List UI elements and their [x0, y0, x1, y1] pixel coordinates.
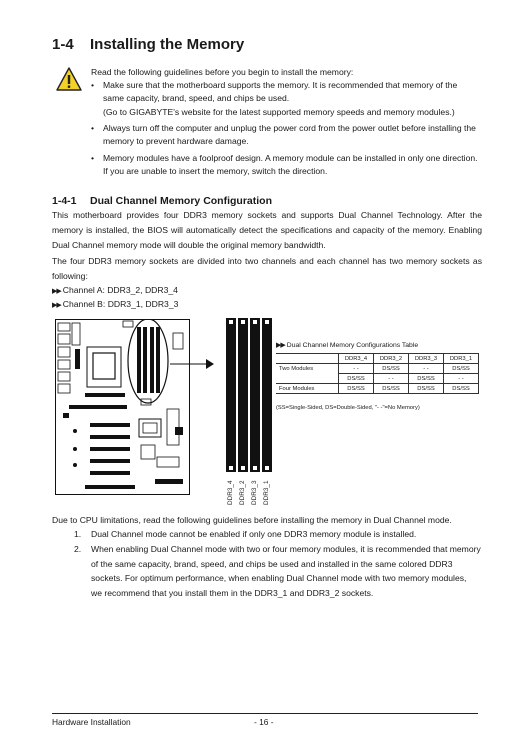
section-heading	[52, 36, 244, 53]
slot-label-ddr3-2: DDR3_2	[239, 480, 246, 505]
table-note: (SS=Single-Sided, DS=Double-Sided, "- -"=No Memory)	[276, 405, 420, 411]
slot-label-ddr3-1: DDR3_1	[263, 480, 270, 505]
table-row	[276, 384, 479, 394]
table-cell: DS/SS	[374, 364, 409, 374]
page-number: - 16 -	[254, 717, 274, 727]
slot-labels	[227, 475, 275, 507]
caution-bullet-2: • Always turn off the computer and unplug the power cord from the power outlet before installing the memory to prevent hardware damage.	[91, 123, 476, 147]
paragraph-sockets: The four DDR3 memory sockets are divided into two channels and each channel has two memory sockets as following:	[52, 256, 482, 282]
table-title: ▶▶ Dual Channel Memory Configurations Table	[276, 342, 419, 349]
table-cell: - -	[444, 374, 479, 384]
table-cell: DS/SS	[339, 374, 374, 384]
section-number: 1-4	[52, 36, 74, 53]
table-cell: - -	[409, 364, 444, 374]
dual-channel-config-table	[276, 353, 479, 394]
footer-section: Hardware Installation	[52, 717, 131, 727]
slot-label-ddr3-3: DDR3_3	[251, 480, 258, 505]
table-header-cell: DDR3_3	[409, 354, 444, 364]
table-cell: DS/SS	[374, 384, 409, 394]
table-header-cell: DDR3_2	[374, 354, 409, 364]
table-header-row	[276, 354, 479, 364]
table-cell: - -	[374, 374, 409, 384]
warning-icon	[56, 67, 82, 91]
table-row-label	[276, 374, 339, 384]
limitation-item-1: 1. Dual Channel mode cannot be enabled if only one DDR3 memory module is installed.	[74, 529, 417, 539]
caution-bullet-1: • Make sure that the motherboard supports the memory. It is recommended that memory of the same capacity, brand, speed, and chips be used. (Go to GIGABYTE's website for the latest supported memory speeds and memory modules.)	[91, 80, 458, 117]
pointer-arrow-icon	[170, 358, 214, 370]
subsection-title: Dual Channel Memory Configuration	[90, 195, 273, 207]
section-title: Installing the Memory	[90, 36, 245, 53]
table-cell: DS/SS	[409, 384, 444, 394]
dimm-slot-notches	[226, 318, 272, 472]
caution-intro: Read the following guidelines before you begin to install the memory:	[91, 67, 354, 77]
limitations-intro: Due to CPU limitations, read the following guidelines before installing the memory in Dual Channel mode.	[52, 515, 452, 525]
table-row-label: Two Modules	[276, 364, 339, 374]
paragraph-dual-channel: This motherboard provides four DDR3 memory sockets and supports Dual Channel Technology. After the memory is installed, the BIOS will automatically detect the specifications and capacity of the memory. Enabling Dual Channel memory mode will double the original memory bandwidth.	[52, 210, 482, 251]
footer-rule	[52, 713, 478, 714]
caution-bullet-3: • Memory modules have a foolproof design. A memory module can be installed in only one direction. If you are unable to insert the memory, switch the direction.	[91, 153, 478, 177]
table-cell: DS/SS	[339, 384, 374, 394]
channel-b: ▶▶ Channel B: DDR3_1, DDR3_3	[52, 299, 179, 309]
slot-label-ddr3-4: DDR3_4	[227, 480, 234, 505]
subsection-heading	[52, 195, 272, 207]
table-header-cell: DDR3_4	[339, 354, 374, 364]
table-cell: DS/SS	[444, 364, 479, 374]
table-row	[276, 364, 479, 374]
double-arrow-icon: ▶▶	[52, 302, 61, 309]
table-header-cell: DDR3_1	[444, 354, 479, 364]
double-arrow-icon: ▶▶	[276, 342, 285, 349]
table-row-label: Four Modules	[276, 384, 339, 394]
table-row	[276, 374, 479, 384]
limitation-item-2: 2. When enabling Dual Channel mode with two or four memory modules, it is recommended that memory of the same capacity, brand, speed, and chips be used and installed in the same colored DDR3 sockets. For optimum performance, when enabling Dual Channel mode with two memory modules, we recommend that you install them in the DDR3_1 and DDR3_2 sockets.	[74, 544, 481, 598]
motherboard-diagram	[55, 319, 195, 497]
double-arrow-icon: ▶▶	[52, 288, 61, 295]
subsection-number: 1-4-1	[52, 195, 77, 207]
table-cell: - -	[339, 364, 374, 374]
table-cell: DS/SS	[444, 384, 479, 394]
table-cell: DS/SS	[409, 374, 444, 384]
channel-a: ▶▶ Channel A: DDR3_2, DDR3_4	[52, 285, 178, 295]
